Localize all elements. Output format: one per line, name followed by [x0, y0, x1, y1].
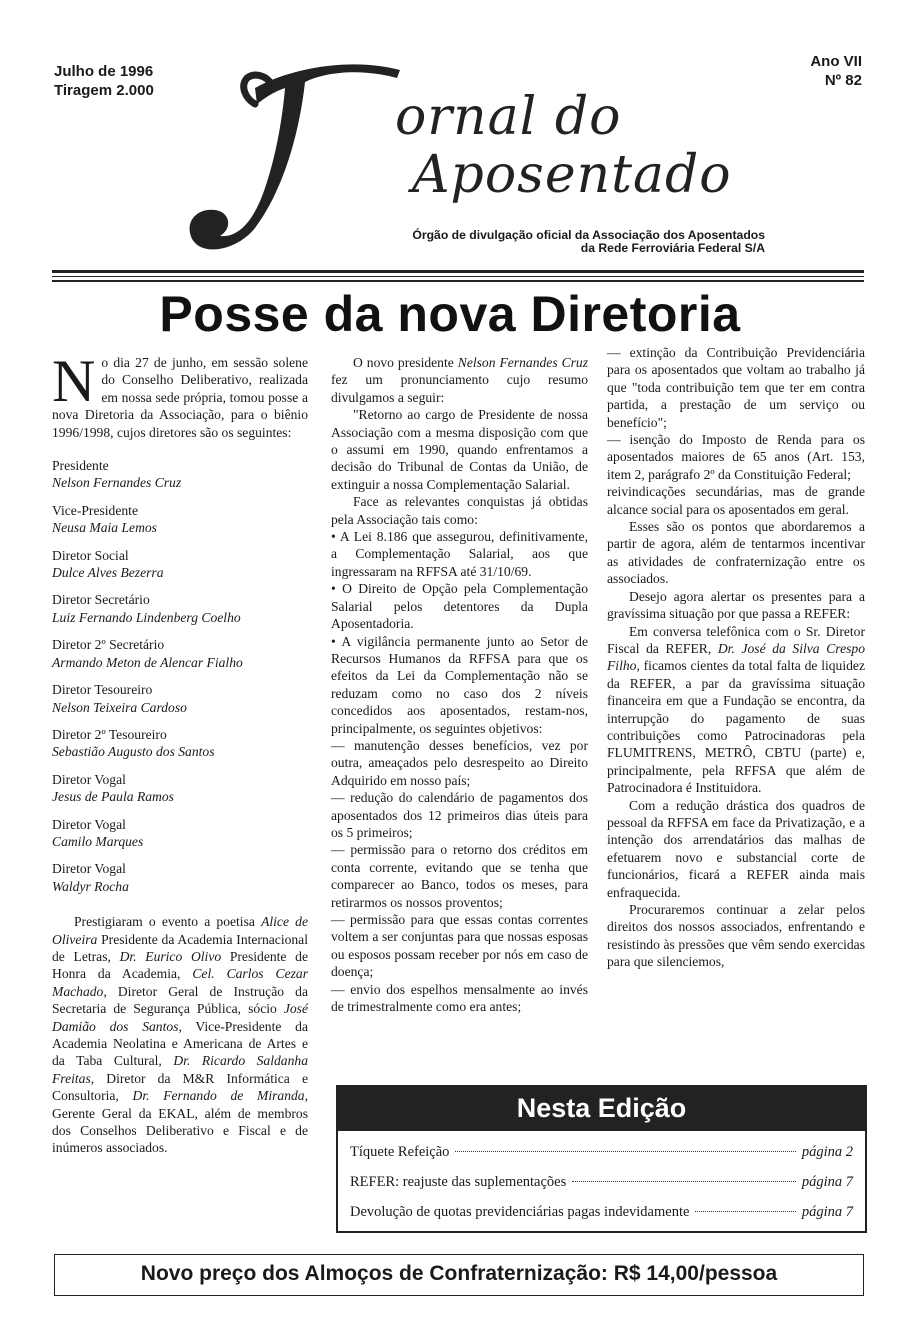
article-paragraph	[331, 911, 588, 981]
director-role: Diretor 2º Tesoureiro	[52, 726, 167, 742]
footer-announcement: Novo preço dos Almoços de Confraternização: R$ 14,00/pessoa	[54, 1254, 864, 1296]
masthead-rule-bottom	[52, 280, 864, 282]
italic-name: Alice de Oliveira	[52, 914, 308, 947]
director-role: Diretor Vogal	[52, 771, 126, 787]
text-run: Com a redução drástica dos quadros de pessoal da RFFSA em face da Privatização, e a intenção dos arrendatários das malhas de efetuarem novo e substancial corte de funcionários, ficará a REFER ainda mais enfraquecida.	[607, 797, 865, 900]
article-paragraph	[607, 901, 865, 971]
toc-item	[350, 1197, 853, 1227]
article-paragraph	[331, 354, 588, 406]
text-run: Prestigiaram o evento a poetisa	[74, 914, 262, 930]
text-run: • A Lei 8.186 que assegurou, definitivamente, a Complementação Salarial, aos que ingressaram na RFFSA até 31/10/69.	[331, 529, 588, 579]
text-run: • A vigilância permanente junto ao Setor de Recursos Humanos da RFFSA para que os efeitos da Lei da Complementação não se reduzam como no caso dos 2 níveis concedidos aos aposentados, restam-nos, principalmente, os seguintes objetivos:	[331, 633, 588, 736]
issue-number: Nº 82	[824, 72, 862, 89]
masthead-title-line1: ornal do	[395, 87, 622, 147]
issue-date-block	[54, 62, 154, 100]
director-entry	[52, 547, 308, 582]
article-paragraph	[331, 406, 588, 493]
article-paragraph	[331, 737, 588, 789]
director-entry	[52, 771, 308, 806]
text-run: ficamos cientes da total falta de liquidez da REFER, a par da gravíssima situação financeira em que a Fundação se encontra, da interrupção do pagamento de suas contribuições como Patrocinadoras pela FLUMITRENS, METRÔ, CBTU (parte) e, principalmente, pela RFFSA que além de Patrocinadora é Instituidora.	[607, 658, 865, 796]
director-entry	[52, 816, 308, 851]
issue-year: Ano VII	[810, 53, 862, 70]
director-entry	[52, 681, 308, 716]
article-paragraph	[607, 623, 865, 797]
nesta-edicao-title: Nesta Edição	[338, 1087, 865, 1131]
italic-name: Dr. Ricardo Saldanha Freitas,	[52, 1053, 308, 1086]
text-run: fez um pronunciamento cujo resumo divulgamos a seguir:	[331, 372, 588, 405]
headline: Posse da nova Diretoria	[159, 286, 741, 342]
article-paragraph	[607, 518, 865, 588]
text-run: — isenção do Imposto de Renda para os aposentados maiores de 65 anos (Art. 153, item 2, parágrafo 2º da Constituição Federal;	[607, 432, 865, 482]
article-column-3	[607, 344, 865, 971]
director-name: Nelson Fernandes Cruz	[52, 475, 182, 491]
text-run: Diretor da M&R Informática e Consultoria,	[52, 1070, 308, 1104]
text-run: "Retorno ao cargo de Presidente de nossa Associação com a mesma disposição com que o assumi em 1990, quando enfrentamos a decisão do Tribunal de Contas da União, de extinguir a nossa Complementação Salarial.	[331, 407, 588, 492]
italic-name: José Damião dos Santos,	[52, 1001, 308, 1034]
text-run: — permissão para o retorno dos créditos em conta corrente, evitando que se tenha que comparecer ao Banco, todos os meses, para retirarmos os nossos proventos;	[331, 842, 588, 910]
text-run: O novo presidente	[353, 355, 458, 370]
article-paragraph	[331, 528, 588, 580]
director-name: Waldyr Rocha	[52, 878, 129, 894]
italic-name: Dr. Eurico Olivo	[119, 948, 222, 964]
director-entry	[52, 636, 308, 671]
director-entry	[52, 457, 308, 492]
toc-item-title: Tíquete Refeição	[350, 1144, 450, 1160]
director-name: Nelson Teixeira Cardoso	[52, 699, 187, 715]
subtitle-line1: Órgão de divulgação oficial da Associação dos Aposentados	[412, 228, 765, 242]
director-role: Vice-Presidente	[52, 502, 138, 518]
italic-name: Dr. José da Silva Crespo Filho,	[607, 640, 865, 674]
toc-list	[338, 1131, 865, 1227]
text-run: — permissão para que essas contas correntes voltem a ser conjuntas para que nossas esposas ou esposos possam receber por nós em caso de doença;	[331, 912, 588, 980]
article-paragraph	[331, 633, 588, 737]
masthead-j-logo	[185, 58, 415, 258]
text-run: — redução do calendário de pagamentos dos aposentados dos 12 primeiros dias úteis para os 5 primeiros;	[331, 790, 588, 840]
article-paragraph	[331, 789, 588, 841]
article-paragraph	[331, 493, 588, 528]
director-role: Presidente	[52, 458, 109, 474]
director-entry	[52, 502, 308, 537]
text-run: reivindicações secundárias, mas de grande alcance social para os aposentados em geral.	[607, 484, 865, 517]
text-run: Diretor Geral de Instrução da Secretaria de Segurança Pública, sócio	[52, 983, 308, 1017]
issue-number-block	[810, 52, 862, 90]
director-name: Neusa Maia Lemos	[52, 520, 157, 536]
text-run: — extinção da Contribuição Previdenciária para os aposentados que voltam ao trabalho já que "toda contribuição tem que ter em contra partida, a prestação de um serviço ou benefício";	[607, 345, 865, 430]
article-column-2	[331, 354, 588, 1015]
director-role: Diretor Tesoureiro	[52, 682, 153, 698]
director-role: Diretor Vogal	[52, 861, 126, 877]
text-run: Face as relevantes conquistas já obtidas pela Associação tais como:	[331, 494, 588, 527]
toc-item	[350, 1167, 853, 1197]
masthead-subtitle	[325, 229, 765, 255]
text-run: Em conversa telefônica com o Sr. Diretor Fiscal da REFER,	[607, 623, 865, 656]
director-entry	[52, 591, 308, 626]
toc-item-title: REFER: reajuste das suplementações	[350, 1174, 567, 1190]
article-paragraph	[607, 483, 865, 518]
intro-text: o dia 27 de junho, em sessão solene do Conselho Deliberativo, realizada em nossa sede própria, tomou posse a nova Diretoria da Associação, para o biênio 1996/1998, cujos diretores são os seguintes:	[52, 355, 308, 440]
text-run: — envio dos espelhos mensalmente ao invés de trimestralmente como era antes;	[331, 981, 588, 1015]
article-paragraph	[607, 344, 865, 431]
closing-paragraph	[52, 913, 308, 1157]
text-run: Gerente Geral da EKAL, além de membros dos Conselhos Deliberativo e Fiscal e de inúmeros associados.	[52, 1105, 308, 1156]
article-paragraph	[607, 588, 865, 623]
director-name: Dulce Alves Bezerra	[52, 565, 164, 581]
italic-name: Cel. Carlos Cezar Machado,	[52, 966, 308, 999]
masthead-rule-middle	[52, 276, 864, 277]
text-run: Procuraremos continuar a zelar pelos direitos dos nossos associados, enfrentando e resistindo às pressões que vêm sendo exercidas para que silenciemos,	[607, 902, 865, 970]
article-paragraph	[607, 797, 865, 901]
director-name: Jesus de Paula Ramos	[52, 789, 174, 805]
toc-item-title: Devolução de quotas previdenciárias pagas indevidamente	[350, 1204, 690, 1220]
masthead-title-line2: Aposentado	[412, 145, 732, 205]
masthead-rule-top	[52, 270, 864, 273]
text-run: Presidente de Honra da Academia,	[52, 948, 308, 982]
director-role: Diretor Vogal	[52, 816, 126, 832]
director-entry	[52, 860, 308, 895]
text-run: • O Direito de Opção pela Complementação Salarial pelos detentores da Dupla Aposentadoria.	[331, 581, 588, 632]
article-paragraph	[331, 841, 588, 911]
article-paragraph	[607, 431, 865, 483]
italic-name: Dr. Fernando de Miranda,	[132, 1088, 308, 1104]
director-name: Camilo Marques	[52, 833, 144, 849]
director-name: Sebastião Augusto dos Santos	[52, 744, 215, 760]
text-run: Esses são os pontos que abordaremos a partir de agora, além de tentarmos incentivar as atividades de confraternização entre os associados.	[607, 519, 865, 587]
drop-cap: N	[52, 348, 96, 414]
text-run: Desejo agora alertar os presentes para a gravíssima situação por que passa a REFER:	[607, 588, 865, 622]
director-name: Armando Meton de Alencar Fialho	[52, 654, 243, 670]
toc-leader-dots	[455, 1151, 795, 1152]
issue-date: Julho de 1996	[54, 63, 154, 80]
article-column-1	[52, 348, 308, 1157]
director-role: Diretor 2º Secretário	[52, 637, 165, 653]
directors-list	[52, 457, 308, 895]
subtitle-line2: da Rede Ferroviária Federal S/A	[580, 241, 765, 255]
toc-item	[350, 1137, 853, 1167]
director-role: Diretor Secretário	[52, 592, 150, 608]
director-role: Diretor Social	[52, 547, 129, 563]
toc-item-page: página 2	[801, 1144, 853, 1160]
intro-paragraph	[52, 348, 308, 441]
article-paragraph	[331, 981, 588, 1016]
director-entry	[52, 726, 308, 761]
nesta-edicao-box	[336, 1085, 867, 1233]
print-run: Tiragem 2.000	[54, 82, 154, 99]
text-run: Vice-Presidente da Academia Neolatina e Americana de Artes e da Taba Cultural,	[52, 1018, 308, 1069]
italic-name: Nelson Fernandes Cruz	[457, 355, 589, 370]
director-name: Luiz Fernando Lindenberg Coelho	[52, 609, 241, 625]
article-paragraph	[331, 580, 588, 632]
toc-leader-dots	[695, 1211, 795, 1212]
toc-leader-dots	[572, 1181, 796, 1182]
toc-item-page: página 7	[801, 1204, 853, 1220]
text-run: Presidente da Academia Internacional de Letras,	[52, 931, 308, 964]
toc-item-page: página 7	[801, 1174, 853, 1190]
text-run: — manutenção desses benefícios, vez por outra, ameaçados pelo desrespeito ao Direito Adquirido em nosso país;	[331, 737, 588, 788]
